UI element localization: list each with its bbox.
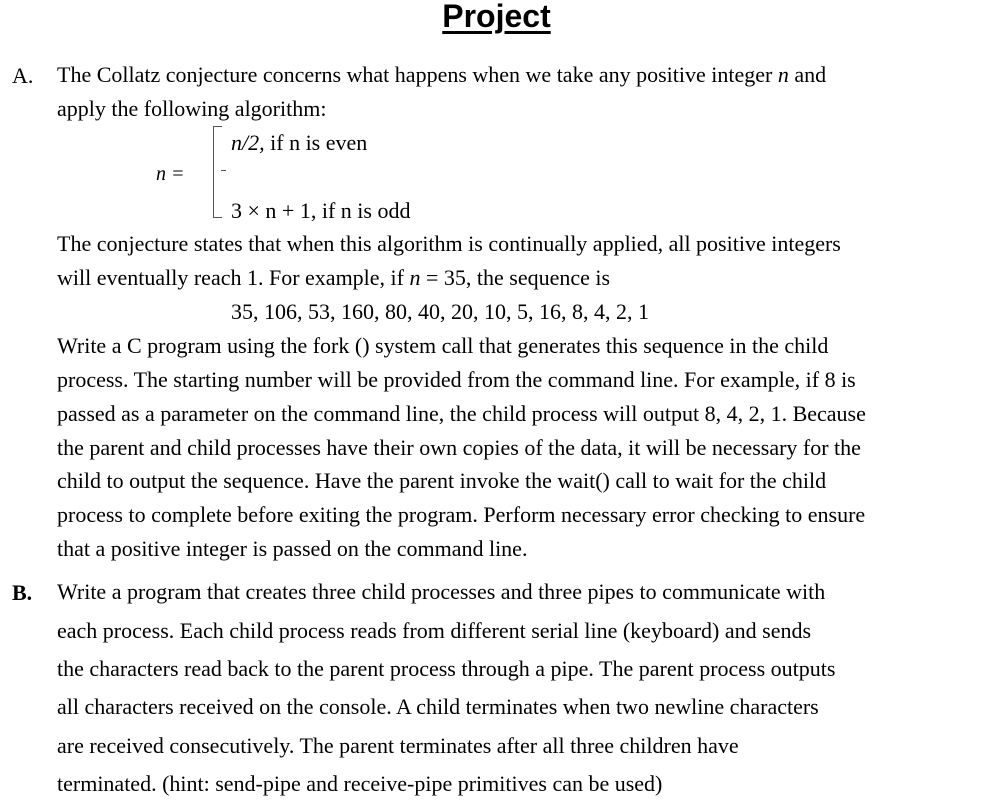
part-b-body-line: all characters received on the console. A child terminates when two newline characters — [57, 694, 819, 719]
part-b-marker: B. — [12, 580, 33, 605]
part-a-intro-line-2: apply the following algorithm: — [57, 96, 327, 121]
formula-brace-tick — [221, 170, 226, 171]
part-a-conjecture-line-1: The conjecture states that when this algorithm is continually applied, all positive integers — [57, 231, 841, 256]
formula-case-even: n/2, if n is even — [231, 130, 368, 155]
part-a-body-line: process. The starting number will be provided from the command line. For example, if 8 is — [57, 367, 856, 392]
part-a-conjecture-line-2: will eventually reach 1. For example, if n = 35, the sequence is — [57, 265, 611, 290]
part-a-body-line: the parent and child processes have their own copies of the data, it will be necessary for the — [57, 435, 861, 460]
part-a-intro-line-1: The Collatz conjecture concerns what happens when we take any positive integer n and — [57, 62, 827, 87]
formula-case-odd: 3 × n + 1, if n is odd — [231, 198, 411, 223]
part-a-body-line: process to complete before exiting the program. Perform necessary error checking to ensure — [57, 502, 866, 527]
part-b-body-line: terminated. (hint: send-pipe and receive-pipe primitives can be used) — [57, 771, 663, 796]
collatz-sequence: 35, 106, 53, 160, 80, 40, 20, 10, 5, 16, 8, 4, 2, 1 — [231, 299, 649, 324]
part-b-body-line: the characters read back to the parent process through a pipe. The parent process outputs — [57, 656, 836, 681]
formula-lhs: n = — [156, 163, 185, 185]
part-a-body-line: that a positive integer is passed on the command line. — [57, 536, 528, 561]
part-a-body-line: child to output the sequence. Have the parent invoke the wait() call to wait for the child — [57, 468, 827, 493]
part-a-body-line: Write a C program using the fork () system call that generates this sequence in the child — [57, 333, 829, 358]
part-b-body-line: each process. Each child process reads from different serial line (keyboard) and sends — [57, 618, 812, 643]
formula-brace — [213, 126, 222, 218]
page-title: Project — [442, 0, 551, 34]
part-b-body-line: are received consecutively. The parent terminates after all three children have — [57, 733, 739, 758]
part-b-body-line: Write a program that creates three child processes and three pipes to communicate with — [57, 579, 826, 604]
part-a-marker: A. — [12, 63, 34, 88]
part-a-body-line: passed as a parameter on the command line, the child process will output 8, 4, 2, 1. Because — [57, 401, 866, 426]
